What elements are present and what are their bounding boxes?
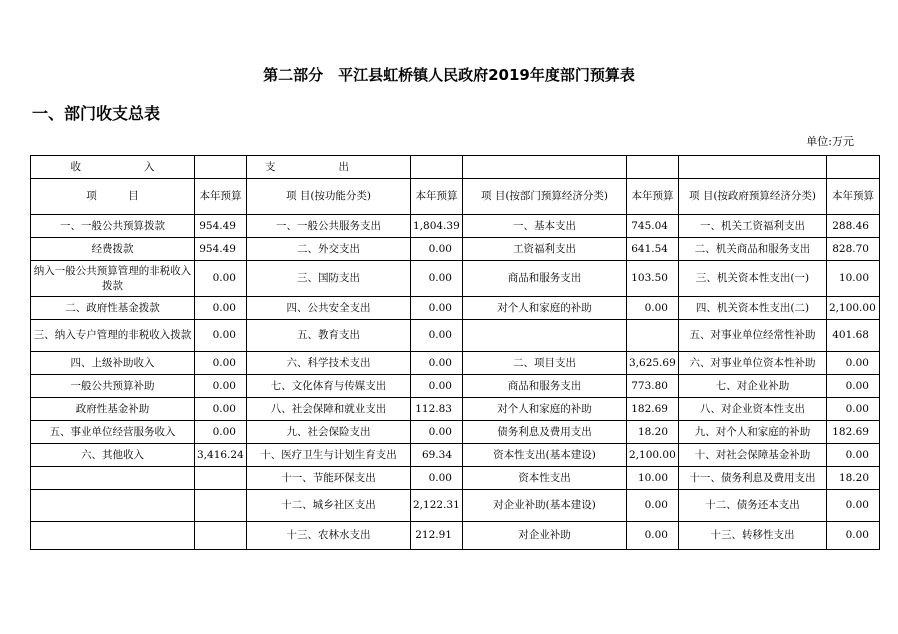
- income-budget-cell: [195, 522, 247, 550]
- col-header-gov-econ-item: 项 目(按政府预算经济分类): [679, 179, 827, 215]
- income-header: 收 入: [31, 156, 195, 179]
- dept-econ-item-cell: 商品和服务支出: [463, 261, 627, 297]
- section-title: 一、部门收支总表: [32, 104, 161, 123]
- income-item-cell: 政府性基金补助: [31, 398, 195, 421]
- header-blank: [627, 156, 679, 179]
- dept-econ-item-cell: 工资福利支出: [463, 238, 627, 261]
- dept-econ-budget-cell: 2,100.00: [627, 444, 679, 467]
- gov-econ-budget-cell: 0.00: [827, 375, 880, 398]
- income-item-cell: [31, 522, 195, 550]
- gov-econ-budget-cell: 0.00: [827, 490, 880, 522]
- income-budget-cell: 0.00: [195, 320, 247, 352]
- function-budget-cell: 0.00: [411, 352, 463, 375]
- table-row: [31, 444, 880, 467]
- gov-econ-item-cell: 六、对事业单位资本性补助: [679, 352, 827, 375]
- gov-econ-item-cell: 七、对企业补助: [679, 375, 827, 398]
- income-budget-cell: 0.00: [195, 261, 247, 297]
- function-budget-cell: 0.00: [411, 467, 463, 490]
- income-budget-cell: [195, 490, 247, 522]
- income-item-cell: 五、事业单位经营服务收入: [31, 421, 195, 444]
- function-budget-cell: 0.00: [411, 320, 463, 352]
- function-item-cell: 十、医疗卫生与计划生育支出: [247, 444, 411, 467]
- col-header-budget: 本年预算: [195, 179, 247, 215]
- header-blank: [463, 156, 627, 179]
- table-row: [31, 421, 880, 444]
- gov-econ-budget-cell: 10.00: [827, 261, 880, 297]
- income-item-cell: 纳入一般公共预算管理的非税收入拨款: [31, 261, 195, 297]
- table-row: [31, 398, 880, 421]
- income-budget-cell: 3,416.24: [195, 444, 247, 467]
- expense-header: 支 出: [247, 156, 411, 179]
- gov-econ-item-cell: 二、机关商品和服务支出: [679, 238, 827, 261]
- function-budget-cell: 112.83: [411, 398, 463, 421]
- gov-econ-item-cell: 十一、债务利息及费用支出: [679, 467, 827, 490]
- header-blank: [195, 156, 247, 179]
- income-item-cell: [31, 467, 195, 490]
- income-item-cell: 经费拨款: [31, 238, 195, 261]
- function-budget-cell: 0.00: [411, 375, 463, 398]
- gov-econ-budget-cell: 2,100.00: [827, 297, 880, 320]
- table-row: [31, 261, 880, 297]
- dept-econ-item-cell: 资本性支出(基本建设): [463, 444, 627, 467]
- gov-econ-budget-cell: 288.46: [827, 215, 880, 238]
- dept-econ-item-cell: 资本性支出: [463, 467, 627, 490]
- table-row: [31, 375, 880, 398]
- income-budget-cell: 0.00: [195, 375, 247, 398]
- table-row: [31, 467, 880, 490]
- function-item-cell: 六、科学技术支出: [247, 352, 411, 375]
- col-header-budget: 本年预算: [411, 179, 463, 215]
- function-item-cell: 二、外交支出: [247, 238, 411, 261]
- dept-econ-item-cell: 对企业补助(基本建设): [463, 490, 627, 522]
- gov-econ-item-cell: 十二、债务还本支出: [679, 490, 827, 522]
- function-item-cell: 三、国防支出: [247, 261, 411, 297]
- header-blank: [679, 156, 827, 179]
- table-row: [31, 490, 880, 522]
- dept-econ-budget-cell: 0.00: [627, 297, 679, 320]
- dept-econ-budget-cell: 18.20: [627, 421, 679, 444]
- income-item-cell: 四、上级补助收入: [31, 352, 195, 375]
- function-budget-cell: 69.34: [411, 444, 463, 467]
- gov-econ-item-cell: 十、对社会保障基金补助: [679, 444, 827, 467]
- header-row-2: [31, 179, 880, 215]
- gov-econ-budget-cell: 401.68: [827, 320, 880, 352]
- gov-econ-budget-cell: 0.00: [827, 398, 880, 421]
- gov-econ-budget-cell: 828.70: [827, 238, 880, 261]
- table-row: [31, 238, 880, 261]
- function-item-cell: 四、公共安全支出: [247, 297, 411, 320]
- col-header-item: 项 目: [31, 179, 195, 215]
- gov-econ-budget-cell: 0.00: [827, 522, 880, 550]
- gov-econ-budget-cell: 18.20: [827, 467, 880, 490]
- dept-econ-budget-cell: 745.04: [627, 215, 679, 238]
- function-item-cell: 五、教育支出: [247, 320, 411, 352]
- function-budget-cell: 0.00: [411, 238, 463, 261]
- income-item-cell: 一、一般公共预算拨款: [31, 215, 195, 238]
- dept-econ-budget-cell: 103.50: [627, 261, 679, 297]
- unit-label: 单位:万元: [806, 135, 854, 148]
- income-item-cell: 六、其他收入: [31, 444, 195, 467]
- function-item-cell: 八、社会保障和就业支出: [247, 398, 411, 421]
- table-row: [31, 215, 880, 238]
- income-budget-cell: [195, 467, 247, 490]
- function-item-cell: 十一、节能环保支出: [247, 467, 411, 490]
- table-row: [31, 320, 880, 352]
- gov-econ-budget-cell: 0.00: [827, 444, 880, 467]
- gov-econ-item-cell: 九、对个人和家庭的补助: [679, 421, 827, 444]
- gov-econ-item-cell: 三、机关资本性支出(一): [679, 261, 827, 297]
- function-item-cell: 一、一般公共服务支出: [247, 215, 411, 238]
- budget-table: [30, 155, 880, 550]
- table-row: [31, 352, 880, 375]
- gov-econ-budget-cell: 0.00: [827, 352, 880, 375]
- header-blank: [411, 156, 463, 179]
- income-item-cell: 一般公共预算补助: [31, 375, 195, 398]
- table-row: [31, 522, 880, 550]
- income-budget-cell: 954.49: [195, 215, 247, 238]
- header-blank: [827, 156, 880, 179]
- dept-econ-item-cell: 对个人和家庭的补助: [463, 398, 627, 421]
- dept-econ-budget-cell: 0.00: [627, 522, 679, 550]
- dept-econ-item-cell: 对企业补助: [463, 522, 627, 550]
- dept-econ-item-cell: 债务利息及费用支出: [463, 421, 627, 444]
- function-budget-cell: 212.91: [411, 522, 463, 550]
- income-budget-cell: 0.00: [195, 421, 247, 444]
- gov-econ-item-cell: 八、对企业资本性支出: [679, 398, 827, 421]
- gov-econ-item-cell: 十三、转移性支出: [679, 522, 827, 550]
- income-budget-cell: 0.00: [195, 398, 247, 421]
- function-item-cell: 十二、城乡社区支出: [247, 490, 411, 522]
- function-budget-cell: 2,122.31: [411, 490, 463, 522]
- function-budget-cell: 0.00: [411, 421, 463, 444]
- dept-econ-budget-cell: [627, 320, 679, 352]
- function-item-cell: 十三、农林水支出: [247, 522, 411, 550]
- function-budget-cell: 0.00: [411, 297, 463, 320]
- function-item-cell: 七、文化体育与传媒支出: [247, 375, 411, 398]
- dept-econ-item-cell: 一、基本支出: [463, 215, 627, 238]
- income-item-cell: 三、纳入专户管理的非税收入拨款: [31, 320, 195, 352]
- dept-econ-item-cell: [463, 320, 627, 352]
- dept-econ-budget-cell: 641.54: [627, 238, 679, 261]
- dept-econ-budget-cell: 182.69: [627, 398, 679, 421]
- dept-econ-budget-cell: 10.00: [627, 467, 679, 490]
- gov-econ-item-cell: 四、机关资本性支出(二): [679, 297, 827, 320]
- col-header-budget: 本年预算: [627, 179, 679, 215]
- gov-econ-item-cell: 五、对事业单位经常性补助: [679, 320, 827, 352]
- dept-econ-budget-cell: 3,625.69: [627, 352, 679, 375]
- income-budget-cell: 0.00: [195, 352, 247, 375]
- income-budget-cell: 0.00: [195, 297, 247, 320]
- dept-econ-item-cell: 商品和服务支出: [463, 375, 627, 398]
- income-budget-cell: 954.49: [195, 238, 247, 261]
- function-budget-cell: 1,804.39: [411, 215, 463, 238]
- page-title: 第二部分 平江县虹桥镇人民政府2019年度部门预算表: [263, 66, 635, 84]
- col-header-dept-econ-item: 项 目(按部门预算经济分类): [463, 179, 627, 215]
- dept-econ-item-cell: 二、项目支出: [463, 352, 627, 375]
- table-row: [31, 297, 880, 320]
- dept-econ-budget-cell: 773.80: [627, 375, 679, 398]
- income-item-cell: 二、政府性基金拨款: [31, 297, 195, 320]
- header-row-1: [31, 156, 880, 179]
- dept-econ-item-cell: 对个人和家庭的补助: [463, 297, 627, 320]
- col-header-budget: 本年预算: [827, 179, 880, 215]
- gov-econ-item-cell: 一、机关工资福利支出: [679, 215, 827, 238]
- function-item-cell: 九、社会保险支出: [247, 421, 411, 444]
- dept-econ-budget-cell: 0.00: [627, 490, 679, 522]
- function-budget-cell: 0.00: [411, 261, 463, 297]
- col-header-function-item: 项 目(按功能分类): [247, 179, 411, 215]
- income-item-cell: [31, 490, 195, 522]
- gov-econ-budget-cell: 182.69: [827, 421, 880, 444]
